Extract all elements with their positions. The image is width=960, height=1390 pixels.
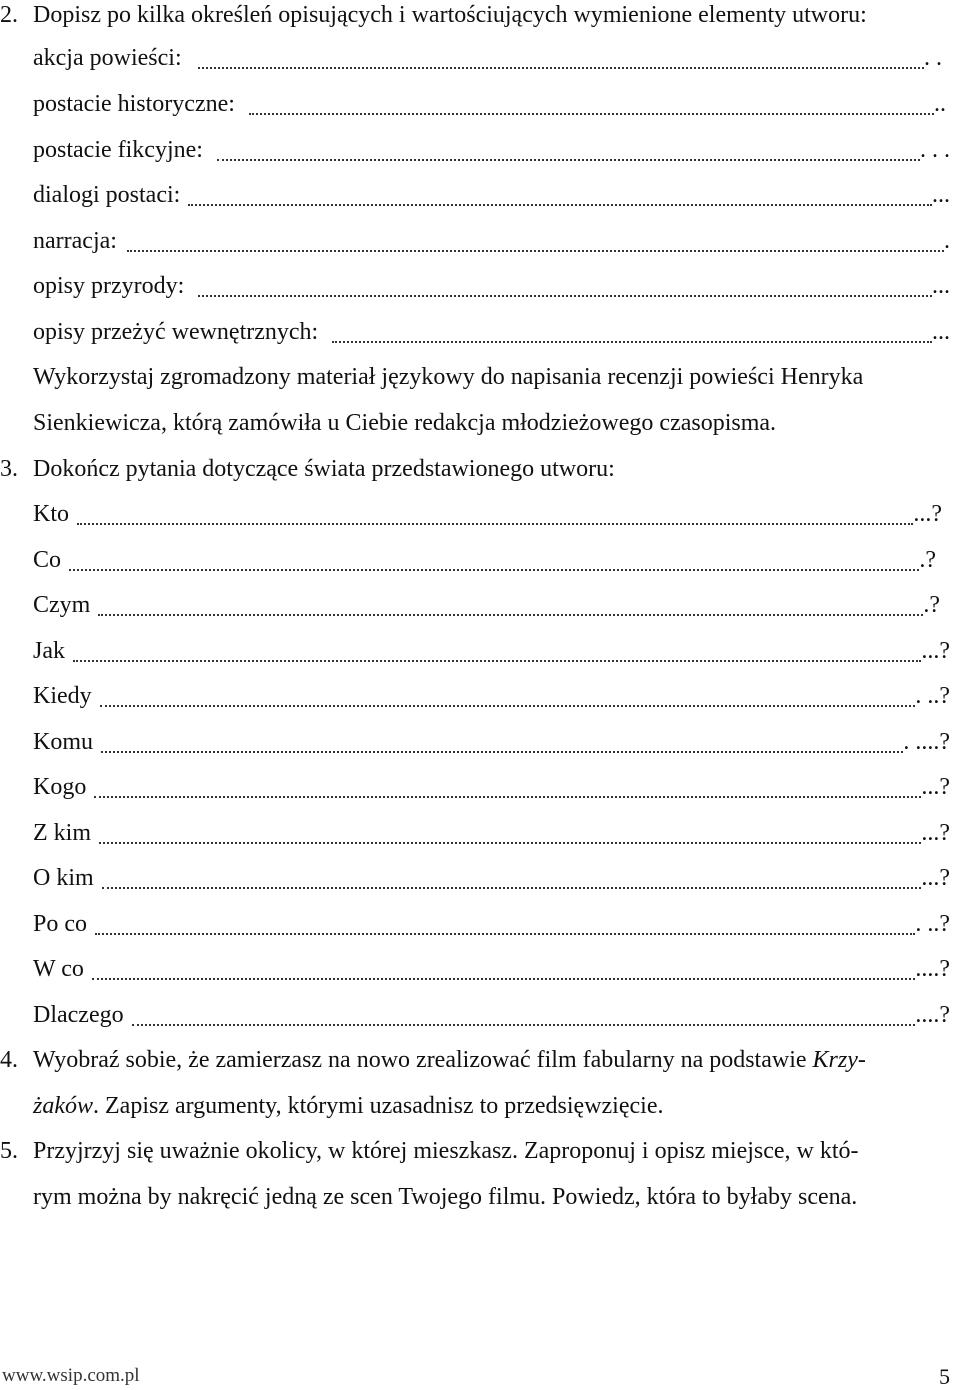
line-end: ... bbox=[932, 319, 950, 345]
task-instruction: Dopisz po kilka określeń opisujących i wartościujących wymienione elementy utworu: bbox=[33, 2, 867, 28]
question-word: Z kim bbox=[33, 820, 91, 846]
question-word: Jak bbox=[33, 638, 65, 664]
answer-line[interactable] bbox=[94, 772, 921, 802]
line-end: .? bbox=[919, 547, 936, 573]
question-word: Kogo bbox=[33, 774, 87, 800]
line-end: ...? bbox=[921, 865, 950, 891]
line-end: . ..? bbox=[915, 911, 950, 937]
task-instruction: rym można by nakręcić jedną ze scen Twojego filmu. Powiedz, która to byłaby scena. bbox=[33, 1184, 858, 1210]
task-2-item-opisy-przyrody bbox=[0, 271, 960, 316]
answer-line[interactable] bbox=[132, 1000, 916, 1030]
question-word: Komu bbox=[33, 729, 93, 755]
question-word: W co bbox=[33, 956, 84, 982]
line-end: .? bbox=[923, 592, 940, 618]
line-end: ...? bbox=[921, 774, 950, 800]
item-label: akcja powieści: bbox=[33, 45, 182, 71]
task-2-heading bbox=[0, 0, 960, 45]
task-2-item-opisy-przezyc bbox=[0, 317, 960, 362]
item-label: opisy przeżyć wewnętrznych: bbox=[33, 319, 319, 345]
task-4-line-1 bbox=[0, 1045, 960, 1090]
task-3-question-czym bbox=[0, 590, 960, 635]
publisher-url: www.wsip.com.pl bbox=[2, 1365, 140, 1386]
task-3-question-jak bbox=[0, 636, 960, 681]
task-number: 5. bbox=[0, 1138, 18, 1164]
task-3-question-kogo bbox=[0, 772, 960, 817]
task-3-question-z-kim bbox=[0, 818, 960, 863]
task-number: 3. bbox=[0, 456, 18, 482]
answer-line[interactable] bbox=[101, 727, 903, 757]
question-word: Kto bbox=[33, 501, 69, 527]
task-3-question-dlaczego bbox=[0, 1000, 960, 1045]
task-5-line-2 bbox=[0, 1182, 960, 1227]
task-text: Wyobraź sobie, że zamierzasz na nowo zrealizować film fabularny na podstawie bbox=[33, 1047, 813, 1073]
line-end: . ....? bbox=[903, 729, 950, 755]
task-2-item-dialogi bbox=[0, 180, 960, 225]
item-label: narracja: bbox=[33, 228, 117, 254]
answer-line[interactable] bbox=[98, 590, 923, 620]
task-2-item-postacie-fikcyjne bbox=[0, 135, 960, 180]
task-3-question-kiedy bbox=[0, 681, 960, 726]
answer-line[interactable] bbox=[77, 499, 913, 529]
item-label: postacie fikcyjne: bbox=[33, 137, 203, 163]
line-end: ...? bbox=[921, 820, 950, 846]
question-word: Po co bbox=[33, 911, 87, 937]
answer-line[interactable] bbox=[95, 909, 915, 939]
line-end: ... bbox=[932, 273, 950, 299]
answer-line[interactable] bbox=[99, 818, 921, 848]
followup-text: Wykorzystaj zgromadzony materiał językowy do napisania recenzji powieści Henryka bbox=[33, 364, 864, 390]
task-number: 4. bbox=[0, 1047, 18, 1073]
answer-line[interactable] bbox=[69, 545, 919, 575]
line-end: ...? bbox=[913, 501, 942, 527]
question-word: Czym bbox=[33, 592, 91, 618]
task-3-question-po-co bbox=[0, 909, 960, 954]
line-end: . . . bbox=[920, 137, 950, 163]
line-end: ...? bbox=[921, 638, 950, 664]
task-instruction: Dokończ pytania dotyczące świata przedstawionego utworu: bbox=[33, 456, 615, 482]
question-word: Dlaczego bbox=[33, 1002, 124, 1028]
answer-line[interactable] bbox=[198, 271, 932, 301]
answer-line[interactable] bbox=[188, 180, 932, 210]
book-title-part: Krzy- bbox=[812, 1047, 866, 1073]
line-end: . . bbox=[924, 45, 942, 71]
task-2-item-akcja bbox=[0, 43, 960, 88]
answer-line[interactable] bbox=[127, 226, 944, 256]
task-2-item-narracja bbox=[0, 226, 960, 271]
line-end: .. bbox=[934, 91, 946, 117]
task-3-heading bbox=[0, 454, 960, 499]
line-end: . ..? bbox=[915, 683, 950, 709]
task-text: . Zapisz argumenty, którymi uzasadnisz to przedsięwzięcie. bbox=[93, 1093, 664, 1119]
question-word: O kim bbox=[33, 865, 94, 891]
task-instruction: Przyjrzyj się uważnie okolicy, w której mieszkasz. Zaproponuj i opisz miejsce, w któ- bbox=[33, 1138, 859, 1164]
answer-line[interactable] bbox=[332, 317, 932, 347]
answer-line[interactable] bbox=[102, 863, 922, 893]
followup-text: Sienkiewicza, którą zamówiła u Ciebie redakcja młodzieżowego czasopisma. bbox=[33, 410, 777, 436]
line-end: ... bbox=[932, 182, 950, 208]
question-word: Kiedy bbox=[33, 683, 92, 709]
answer-line[interactable] bbox=[217, 135, 920, 165]
task-3-question-o-kim bbox=[0, 863, 960, 908]
question-word: Co bbox=[33, 547, 62, 573]
item-label: opisy przyrody: bbox=[33, 273, 185, 299]
book-title-part: żaków bbox=[33, 1093, 93, 1119]
item-label: dialogi postaci: bbox=[33, 182, 181, 208]
task-instruction bbox=[33, 1045, 866, 1075]
task-3-question-kto bbox=[0, 499, 960, 544]
answer-line[interactable] bbox=[100, 681, 916, 711]
task-number: 2. bbox=[0, 2, 18, 28]
answer-line[interactable] bbox=[73, 636, 921, 666]
task-instruction bbox=[33, 1091, 663, 1121]
task-4-line-2 bbox=[0, 1091, 960, 1136]
line-end: ....? bbox=[915, 1002, 950, 1028]
task-2-followup-line-2 bbox=[0, 408, 960, 453]
task-3-question-w-co bbox=[0, 954, 960, 999]
line-end: . bbox=[944, 228, 950, 254]
line-end: ....? bbox=[915, 956, 950, 982]
task-3-question-co bbox=[0, 545, 960, 590]
page-number: 5 bbox=[939, 1364, 950, 1389]
item-label: postacie historyczne: bbox=[33, 91, 235, 117]
answer-line[interactable] bbox=[198, 43, 924, 73]
answer-line[interactable] bbox=[92, 954, 915, 984]
task-2-followup-line-1 bbox=[0, 362, 960, 407]
task-3-question-komu bbox=[0, 727, 960, 772]
answer-line[interactable] bbox=[249, 89, 934, 119]
task-2-item-postacie-historyczne bbox=[0, 89, 960, 134]
task-5-line-1 bbox=[0, 1136, 960, 1181]
